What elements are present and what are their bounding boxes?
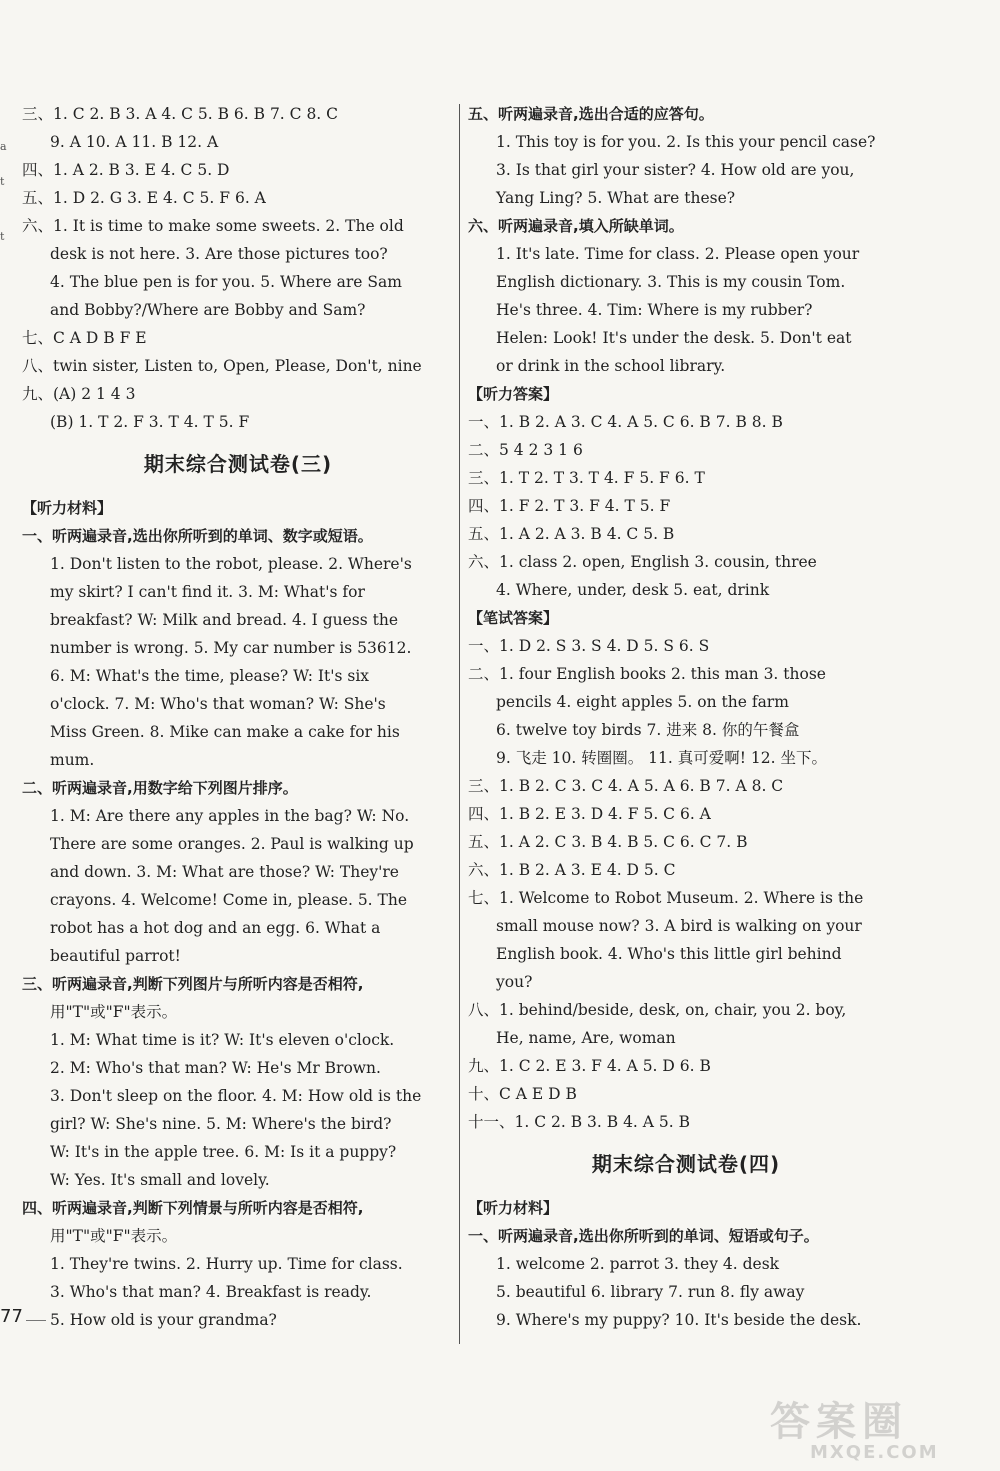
text-line: 1. welcome 2. parrot 3. they 4. desk <box>496 1255 780 1273</box>
section-title-4: 期末综合测试卷(四) <box>591 1152 781 1176</box>
text-line: 3. Is that girl your sister? 4. How old are you, <box>496 161 855 179</box>
text-line: or drink in the school library. <box>496 357 726 375</box>
text-line: 五、1. D 2. G 3. E 4. C 5. F 6. A <box>22 189 266 207</box>
edge-mark: a <box>0 140 7 153</box>
column-divider <box>459 104 460 1344</box>
section-title-3: 期末综合测试卷(三) <box>143 452 333 476</box>
text-line: 【听力材料】 <box>22 499 113 517</box>
text-line: 1. M: What time is it? W: It's eleven o'clock. <box>50 1031 395 1049</box>
text-line: 9. A 10. A 11. B 12. A <box>50 133 219 151</box>
text-line: 一、1. D 2. S 3. S 4. D 5. S 6. S <box>468 637 710 655</box>
watermark-text: 答案圈 <box>770 1399 908 1445</box>
text-line: 9. 飞走 10. 转圈圈。 11. 真可爱啊! 12. 坐下。 <box>496 749 827 767</box>
text-line: 二、1. four English books 2. this man 3. those <box>468 665 826 683</box>
watermark-url: MXQE.COM <box>810 1442 939 1463</box>
text-line: 五、听两遍录音,选出合适的应答句。 <box>468 105 714 123</box>
text-line: 四、1. F 2. T 3. F 4. T 5. F <box>468 497 671 515</box>
text-line: 十、C A E D B <box>468 1085 577 1103</box>
text-line: 七、1. Welcome to Robot Museum. 2. Where is the <box>468 889 864 907</box>
text-line: 三、1. B 2. C 3. C 4. A 5. A 6. B 7. A 8. C <box>468 777 784 795</box>
text-line: 1. This toy is for you. 2. Is this your pencil case? <box>496 133 876 151</box>
text-line: small mouse now? 3. A bird is walking on your <box>496 917 862 935</box>
text-line: 六、1. B 2. A 3. E 4. D 5. C <box>468 861 676 879</box>
left-answers <box>22 100 454 436</box>
text-line: number is wrong. 5. My car number is 53612. <box>50 639 412 657</box>
text-line: English dictionary. 3. This is my cousin Tom. <box>496 273 846 291</box>
text-line: mum. <box>50 751 95 769</box>
text-line: 八、twin sister, Listen to, Open, Please, Don't, nine <box>22 357 422 375</box>
text-line: crayons. 4. Welcome! Come in, please. 5. The <box>50 891 408 909</box>
text-line: 六、1. class 2. open, English 3. cousin, three <box>468 553 817 571</box>
text-line: 四、听两遍录音,判断下列情景与所听内容是否相符, <box>22 1199 364 1217</box>
text-line: English book. 4. Who's this little girl behind <box>496 945 842 963</box>
text-line: beautiful parrot! <box>50 947 181 965</box>
text-line: Miss Green. 8. Mike can make a cake for his <box>50 723 400 741</box>
text-line: 4. The blue pen is for you. 5. Where are Sam <box>50 273 402 291</box>
text-line: There are some oranges. 2. Paul is walking up <box>50 835 414 853</box>
right-answers <box>468 100 904 1136</box>
edge-mark: t <box>0 230 5 243</box>
text-line: 五、1. A 2. A 3. B 4. C 5. B <box>468 525 675 543</box>
text-line: 1. They're twins. 2. Hurry up. Time for class. <box>50 1255 403 1273</box>
text-line: 九、1. C 2. E 3. F 4. A 5. D 6. B <box>468 1057 711 1075</box>
text-line: 2. M: Who's that man? W: He's Mr Brown. <box>50 1059 381 1077</box>
text-line: 【听力答案】 <box>468 385 559 403</box>
text-line: 四、1. A 2. B 3. E 4. C 5. D <box>22 161 230 179</box>
text-line: you? <box>496 973 533 991</box>
text-line: He, name, Are, woman <box>496 1029 676 1047</box>
text-line: pencils 4. eight apples 5. on the farm <box>496 693 789 711</box>
text-line: 3. Who's that man? 4. Breakfast is ready. <box>50 1283 372 1301</box>
text-line: 一、听两遍录音,选出你所听到的单词、数字或短语。 <box>22 527 373 545</box>
page-number: 77 <box>0 1306 23 1327</box>
text-line: 三、1. T 2. T 3. T 4. F 5. F 6. T <box>468 469 705 487</box>
text-line: 1. M: Are there any apples in the bag? W: No. <box>50 807 410 825</box>
text-line: 九、(A) 2 1 4 3 <box>22 385 136 403</box>
text-line: W: Yes. It's small and lovely. <box>50 1171 270 1189</box>
text-line: (B) 1. T 2. F 3. T 4. T 5. F <box>50 413 250 431</box>
left-listening-material <box>22 494 454 1334</box>
text-line: 3. Don't sleep on the floor. 4. M: How old is the <box>50 1087 422 1105</box>
right-column <box>468 100 904 1334</box>
text-line: 一、听两遍录音,选出你所听到的单词、短语或句子。 <box>468 1227 819 1245</box>
text-line: girl? W: She's nine. 5. M: Where's the bird? <box>50 1115 392 1133</box>
text-line: 1. Don't listen to the robot, please. 2. Where's <box>50 555 412 573</box>
text-line: 【听力材料】 <box>468 1199 559 1217</box>
text-line: 4. Where, under, desk 5. eat, drink <box>496 581 770 599</box>
text-line: 三、听两遍录音,判断下列图片与所听内容是否相符, <box>22 975 364 993</box>
text-line: 五、1. A 2. C 3. B 4. B 5. C 6. C 7. B <box>468 833 748 851</box>
text-line: 5. beautiful 6. library 7. run 8. fly away <box>496 1283 805 1301</box>
right-listening-material <box>468 1194 904 1334</box>
text-line: and down. 3. M: What are those? W: They're <box>50 863 399 881</box>
text-line: 三、1. C 2. B 3. A 4. C 5. B 6. B 7. C 8. C <box>22 105 339 123</box>
text-line: 二、听两遍录音,用数字给下列图片排序。 <box>22 779 298 797</box>
text-line: 六、1. It is time to make some sweets. 2. The old <box>22 217 404 235</box>
text-line: 四、1. B 2. E 3. D 4. F 5. C 6. A <box>468 805 711 823</box>
text-line: 9. Where's my puppy? 10. It's beside the desk. <box>496 1311 862 1329</box>
text-line: breakfast? W: Milk and bread. 4. I guess the <box>50 611 399 629</box>
text-line: o'clock. 7. M: Who's that woman? W: She's <box>50 695 386 713</box>
text-line: Helen: Look! It's under the desk. 5. Don't eat <box>496 329 852 347</box>
text-line: 6. twelve toy birds 7. 进来 8. 你的午餐盒 <box>496 721 800 739</box>
edge-mark: t <box>0 175 5 188</box>
text-line: my skirt? I can't find it. 3. M: What's for <box>50 583 365 601</box>
text-line: 一、1. B 2. A 3. C 4. A 5. C 6. B 7. B 8. B <box>468 413 783 431</box>
text-line: 1. It's late. Time for class. 2. Please open your <box>496 245 860 263</box>
text-line: and Bobby?/Where are Bobby and Sam? <box>50 301 366 319</box>
text-line: 六、听两遍录音,填入所缺单词。 <box>468 217 684 235</box>
text-line: 二、5 4 2 3 1 6 <box>468 441 583 459</box>
text-line: 用"T"或"F"表示。 <box>50 1227 178 1245</box>
text-line: 八、1. behind/beside, desk, on, chair, you 2. boy, <box>468 1001 847 1019</box>
left-column <box>22 100 454 1334</box>
watermark-logo <box>770 1400 990 1464</box>
text-line: 七、C A D B F E <box>22 329 147 347</box>
text-line: 6. M: What's the time, please? W: It's six <box>50 667 370 685</box>
text-line: W: It's in the apple tree. 6. M: Is it a puppy? <box>50 1143 397 1161</box>
text-line: 十一、1. C 2. B 3. B 4. A 5. B <box>468 1113 691 1131</box>
text-line: 5. How old is your grandma? <box>50 1311 277 1329</box>
text-line: 【笔试答案】 <box>468 609 559 627</box>
page-number-rule <box>26 1320 46 1321</box>
text-line: He's three. 4. Tim: Where is my rubber? <box>496 301 813 319</box>
text-line: Yang Ling? 5. What are these? <box>496 189 736 207</box>
text-line: desk is not here. 3. Are those pictures too? <box>50 245 388 263</box>
text-line: 用"T"或"F"表示。 <box>50 1003 178 1021</box>
text-line: robot has a hot dog and an egg. 6. What a <box>50 919 381 937</box>
